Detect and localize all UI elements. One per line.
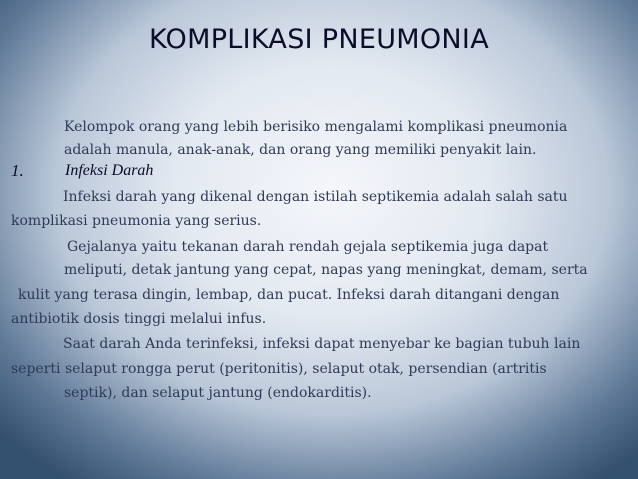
body-line-4: meliputi, detak jantung yang cepat, napas yang meningkat, demam, serta (64, 262, 588, 278)
body-line-2: komplikasi pneumonia yang serius. (11, 213, 262, 229)
section-number: 1. (11, 161, 24, 180)
body-line-1: Infeksi darah yang dikenal dengan istilah septikemia adalah salah satu (63, 189, 568, 205)
body-line-8: seperti selaput rongga perut (peritonitis), selaput otak, persendian (artritis (11, 361, 547, 377)
body-line-5: kulit yang terasa dingin, lembap, dan pucat. Infeksi darah ditangani dengan (18, 287, 560, 303)
intro-line-1: Kelompok orang yang lebih berisiko mengalami komplikasi pneumonia (64, 119, 568, 135)
page-title: KOMPLIKASI PNEUMONIA (149, 24, 489, 55)
body-line-6: antibiotik dosis tinggi melalui infus. (11, 311, 267, 327)
body-line-7: Saat darah Anda terinfeksi, infeksi dapat menyebar ke bagian tubuh lain (63, 336, 581, 352)
body-line-3: Gejalanya yaitu tekanan darah rendah gejala septikemia juga dapat (67, 239, 549, 255)
intro-line-2: adalah manula, anak-anak, dan orang yang memiliki penyakit lain. (64, 142, 537, 158)
body-line-9: septik), dan selaput jantung (endokarditis). (64, 385, 372, 401)
section-heading: Infeksi Darah (65, 162, 154, 179)
